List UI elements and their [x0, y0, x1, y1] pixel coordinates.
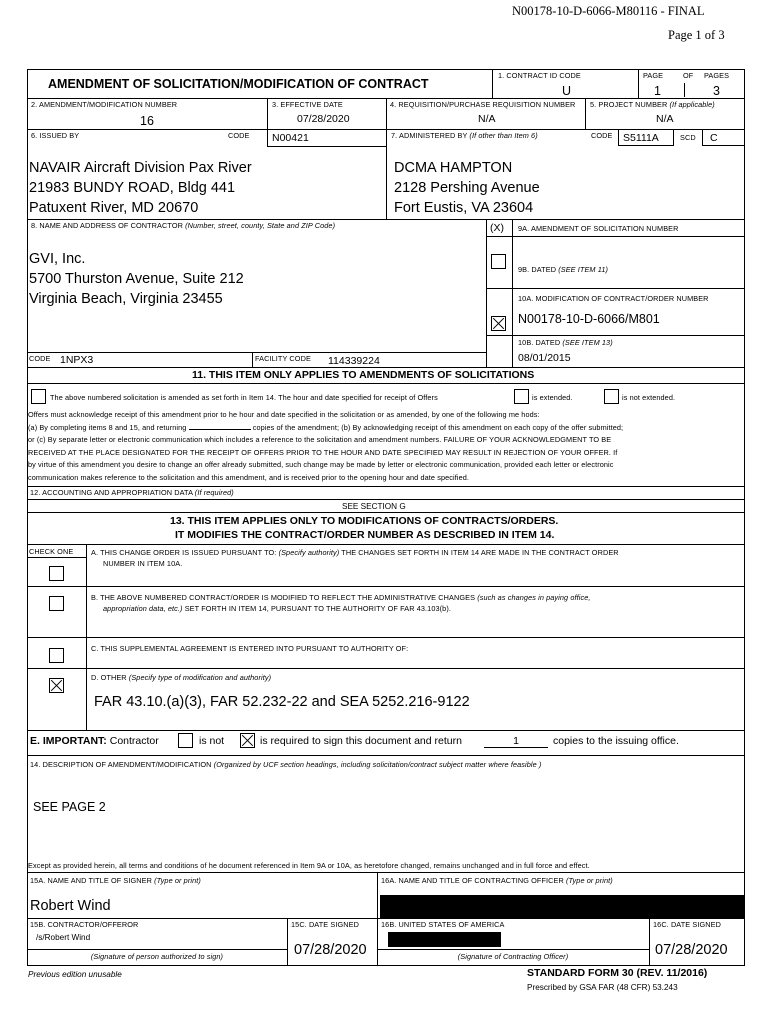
item-13c-checkbox[interactable] — [49, 648, 64, 663]
project-number-label: 5. PROJECT NUMBER (If applicable) — [590, 100, 715, 109]
requisition-number: N/A — [478, 113, 496, 125]
item-10b-label: 10B. DATED (SEE ITEM 13) — [518, 338, 613, 347]
item-13-subtitle: IT MODIFIES THE CONTRACT/ORDER NUMBER AS DESCRIBED IN ITEM 14. — [175, 529, 555, 541]
item-9a-label: 9A. AMENDMENT OF SOLICITATION NUMBER — [518, 224, 679, 233]
item-12-label: 12. ACCOUNTING AND APPROPRIATION DATA (If required) — [30, 488, 234, 497]
item-15b-caption: (Signature of person authorized to sign) — [90, 952, 224, 961]
item-15a-label: 15A. NAME AND TITLE OF SIGNER (Type or print) — [30, 876, 201, 885]
page-number: Page 1 of 3 — [668, 28, 725, 42]
item-13d-text: D. OTHER (Specify type of modification and authority) — [91, 673, 272, 682]
contract-id-code: U — [562, 84, 572, 98]
item-11-instructions: Offers must acknowledge receipt of this amendment prior to he hour and date specified in the solicitation or as amended, by one of the following me hods: (a) By completing items 8 and 15, and returning copies of the amendment; (b) By acknowledging receipt of this amendment on each copy of the offer submitted; or (c) By separate letter or electronic communication which includes a reference to the solicitation and amendment numbers. FAILURE OF YOUR ACKNOWLEDGMENT TO BE RECEIVED AT THE PLACE DESIGNATED FOR THE RECEIPT OF OFFERS PRIOR TO THE HOUR AND DATE SPECIFIED MAY RESULT IN REJECTION OF YOUR OFFER. If by virtue of this amendment you desire to change an offer already submitted, such change may be made by letter or electronic communication, provided each letter or electronic communication makes reference to the solicitation and this amendment, and is received prior to the opening hour and date specified. — [28, 410, 624, 482]
effective-date: 07/28/2020 — [297, 113, 350, 125]
item-16b-caption: (Signature of Contracting Officer) — [457, 952, 569, 961]
requisition-label: 4. REQUISITION/PURCHASE REQUISITION NUMBER — [390, 100, 576, 109]
is-not-checkbox[interactable] — [178, 733, 193, 748]
item-16c-label: 16C. DATE SIGNED — [653, 920, 721, 929]
issued-code: N00421 — [272, 132, 309, 144]
amendment-number: 16 — [140, 114, 154, 128]
item-13c-text: C. THIS SUPPLEMENTAL AGREEMENT IS ENTERED INTO PURSUANT TO AUTHORITY OF: — [91, 644, 409, 653]
admin-code: S5111A — [623, 132, 659, 144]
item-13a-text: A. THIS CHANGE ORDER IS ISSUED PURSUANT TO: (Specify authority) THE CHANGES SET FORTH IN ITEM 14 ARE MADE IN THE CONTRACT ORDER NUMBER IN ITEM 10A. — [91, 548, 619, 568]
extended-label: is extended. — [532, 393, 573, 402]
item-9-checkbox[interactable] — [491, 254, 506, 269]
item-13d-checkbox[interactable] — [49, 678, 64, 693]
form-number: STANDARD FORM 30 (REV. 11/2016) — [527, 967, 708, 979]
page-value: 1 — [654, 84, 661, 98]
pages-label: PAGES — [704, 71, 730, 80]
contractor-code: 1NPX3 — [60, 354, 94, 366]
officer-date-signed: 07/28/2020 — [655, 942, 728, 958]
pages-value: 3 — [713, 84, 720, 98]
accounting-data: SEE SECTION G — [342, 502, 406, 511]
item-13-title: 13. THIS ITEM APPLIES ONLY TO MODIFICATIONS OF CONTRACTS/ORDERS. — [170, 515, 559, 527]
item-16a-label: 16A. NAME AND TITLE OF CONTRACTING OFFICER (Type or print) — [381, 876, 613, 885]
facility-code-label: FACILITY CODE — [255, 354, 311, 363]
contractor-signature: /s/Robert Wind — [36, 933, 91, 942]
except-statement: Except as provided herein, all terms and conditions of he document referenced in Item 9A or 10A, as heretofore changed, remains unchanged and in full force and effect. — [28, 861, 590, 870]
not-extended-label: is not extended. — [622, 393, 676, 402]
item-14-label: 14. DESCRIPTION OF AMENDMENT/MODIFICATION (Organized by UCF section headings, including solicitation/contract subject matter where feasible ) — [30, 760, 542, 769]
important-label: E. IMPORTANT: Contractor — [30, 735, 159, 747]
item-16b-label: 16B. UNITED STATES OF AMERICA — [381, 920, 505, 929]
of-label: OF — [683, 71, 694, 80]
item-9b-label: 9B. DATED (SEE ITEM 11) — [518, 265, 609, 274]
item-13b-text: B. THE ABOVE NUMBERED CONTRACT/ORDER IS MODIFIED TO REFLECT THE ADMINISTRATIVE CHANGES (such as changes in paying office, appropriation data, etc.) SET FORTH IN ITEM 14, PURSUANT TO THE AUTHORITY OF FAR 43.103(b). — [91, 593, 591, 613]
form-title: AMENDMENT OF SOLICITATION/MODIFICATION OF CONTRACT — [48, 77, 429, 91]
amendment-number-label: 2. AMENDMENT/MODIFICATION NUMBER — [31, 100, 178, 109]
effective-date-label: 3. EFFECTIVE DATE — [272, 100, 343, 109]
item-13a-checkbox[interactable] — [49, 566, 64, 581]
project-number: N/A — [656, 113, 674, 125]
scd-label: SCD — [680, 133, 696, 142]
page-label: PAGE — [643, 71, 664, 80]
x-column-header: (X) — [490, 222, 504, 234]
contractor-code-label: CODE — [29, 354, 51, 363]
issued-code-label: CODE — [228, 131, 250, 140]
item-13b-checkbox[interactable] — [49, 596, 64, 611]
previous-edition-note: Previous edition unusable — [28, 970, 122, 979]
administered-by-label: 7. ADMINISTERED BY (If other than Item 6) — [391, 131, 538, 140]
contractor-date-signed: 07/28/2020 — [294, 942, 367, 958]
modification-authority: FAR 43.10.(a)(3), FAR 52.232-22 and SEA 5252.216-9122 — [94, 694, 470, 710]
issued-by-label: 6. ISSUED BY — [31, 131, 80, 140]
item-11-title: 11. THIS ITEM ONLY APPLIES TO AMENDMENTS OF SOLICITATIONS — [192, 369, 535, 381]
item-11-checkbox[interactable] — [31, 389, 46, 404]
signer-name: Robert Wind — [30, 898, 111, 914]
modification-date: 08/01/2015 — [518, 352, 571, 364]
not-extended-checkbox[interactable] — [604, 389, 619, 404]
facility-code: 114339224 — [328, 355, 380, 367]
item-10-checkbox[interactable] — [491, 316, 506, 331]
item-10a-label: 10A. MODIFICATION OF CONTRACT/ORDER NUMBER — [518, 294, 709, 303]
redacted-officer-name — [380, 895, 744, 918]
copies-count: 1 — [484, 735, 548, 748]
description-text: SEE PAGE 2 — [33, 800, 106, 814]
contractor-label: 8. NAME AND ADDRESS OF CONTRACTOR (Number, street, county, State and ZIP Code) — [31, 221, 336, 230]
admin-address: DCMA HAMPTON 2128 Pershing Avenue Fort Eustis, VA 23604 — [394, 160, 540, 216]
item-11-line: The above numbered solicitation is amended as set forth in Item 14. The hour and date specified for receipt of Offers — [50, 393, 438, 402]
check-one-label: CHECK ONE — [29, 547, 74, 556]
copies-text: copies to the issuing office. — [553, 735, 679, 747]
is-required-label: is required to sign this document and return — [260, 735, 462, 747]
modification-number: N00178-10-D-6066/M801 — [518, 312, 660, 326]
prescribed-by: Prescribed by GSA FAR (48 CFR) 53.243 — [527, 983, 678, 992]
contract-id-label: 1. CONTRACT ID CODE — [498, 71, 581, 80]
issuer-address: NAVAIR Aircraft Division Pax River 21983 BUNDY ROAD, Bldg 441 Patuxent River, MD 20670 — [29, 160, 252, 216]
item-15c-label: 15C. DATE SIGNED — [291, 920, 359, 929]
redacted-officer-signature — [388, 932, 501, 947]
is-not-label: is not — [199, 735, 225, 747]
admin-code-label: CODE — [591, 131, 613, 140]
document-id: N00178-10-D-6066-M80116 - FINAL — [512, 4, 705, 18]
extended-checkbox[interactable] — [514, 389, 529, 404]
contractor-address: GVI, Inc. 5700 Thurston Avenue, Suite 212 Virginia Beach, Virginia 23455 — [29, 251, 244, 307]
item-15b-label: 15B. CONTRACTOR/OFFEROR — [30, 920, 139, 929]
is-required-checkbox[interactable] — [240, 733, 255, 748]
scd-value: C — [710, 132, 718, 144]
